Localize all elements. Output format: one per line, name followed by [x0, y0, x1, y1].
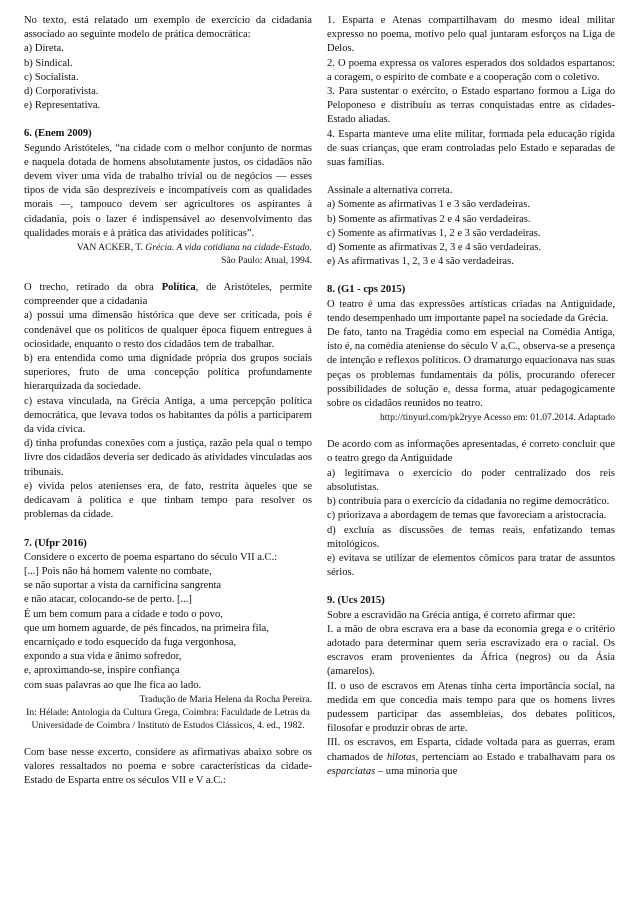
- question-6-title: 6. (Enem 2009): [24, 128, 92, 140]
- source-author: VAN ACKER, T.: [76, 242, 143, 254]
- item-3-text-end: – uma minoria que: [375, 765, 458, 777]
- stem-text-end: , de Aristóteles, permite compreender que a cidadania: [24, 282, 312, 308]
- statement-3: 3. Para sustentar o exército, o Estado espartano formou a Liga do Peloponeso e distribuiu as terras conquistadas entre as cidades-Estado aliadas.: [327, 86, 615, 126]
- question-7-option-c: c) Somente as afirmativas 1, 2 e 3 são verdadeiras.: [327, 227, 541, 239]
- source-title: Grécia. A vida cotidiana na cidade-Estado.: [145, 242, 312, 254]
- question-6-source-line-1: [24, 241, 312, 254]
- poem-line: que um homem aguarde, de pés fincados, na primeira fila,: [24, 622, 269, 634]
- intro-question-text: No texto, está relatado um exemplo de exercício da cidadania associado ao seguinte modelo de prática democrática:: [24, 15, 312, 41]
- question-7-title: 7. (Ufpr 2016): [24, 537, 87, 549]
- right-column: [327, 14, 615, 779]
- question-8-option-e: e) evitava se utilizar de elementos cômicos para tratar de assuntos sérios.: [327, 552, 615, 579]
- question-7-prompt: Com base nesse excerto, considere as afirmativas abaixo sobre os valores ressaltados no poema e sobre características da cidade-Estado de Esparta entre os séculos VII e V a.C.:: [24, 746, 312, 787]
- item-3-text: III. os escravos, em Esparta, cidade voltada para as guerras, eram chamados de: [327, 737, 615, 763]
- stem-text: O trecho, retirado da obra: [24, 282, 154, 294]
- poem-credit-translation: Tradução de Maria Helena da Rocha Pereira.: [139, 693, 312, 705]
- question-8-question: De acordo com as informações apresentadas, é correto concluir que o teatro grego da Antiguidade: [327, 439, 615, 465]
- question-6-option-e: e) vivida pelos atenienses era, de fato, restrita àqueles que se dedicavam à política e que tinham tempo para resolver os problemas da cidade.: [24, 480, 312, 521]
- option-d: d) Corporativista.: [24, 86, 99, 98]
- question-6-stem: [24, 281, 312, 309]
- question-9-title: 9. (Ucs 2015): [327, 595, 385, 607]
- question-7-instruction: Assinale a alternativa correta.: [327, 185, 453, 197]
- statement-4: 4. Esparta manteve uma elite militar, formada pela educação rígida de suas crianças, que eram controladas pelo Estado e separadas de suas famílias.: [327, 128, 615, 169]
- left-column: [24, 14, 312, 788]
- option-e: e) Representativa.: [24, 100, 101, 112]
- poem-line: encarniçado e todo esquecido da fuga vergonhosa,: [24, 636, 237, 648]
- option-b: b) Sindical.: [24, 57, 73, 69]
- statement-1: 1. Esparta e Atenas compartilhavam do mesmo ideal militar expresso no poema, motivo pelo qual juntaram esforços na Liga de Delos.: [327, 15, 615, 55]
- question-8-title: 8. (G1 - cps 2015): [327, 284, 406, 296]
- question-7-stem: Considere o excerto de poema espartano do século VII a.C.:: [24, 551, 278, 563]
- question-8-option-c: c) priorizava a abordagem de temas que favoreciam a aristocracia.: [327, 510, 607, 522]
- question-9-item-3: [327, 736, 615, 779]
- question-6-option-d: d) tinha profundas conexões com a justiça, razão pela qual o tempo livre dos cidadãos deveria ser dedicado às atividades vinculadas aos tribunais.: [24, 438, 312, 478]
- question-6-source-line-2: São Paulo: Atual, 1994.: [221, 255, 312, 267]
- question-9-stem: Sobre a escravidão na Grécia antiga, é correto afirmar que:: [327, 609, 576, 621]
- option-c: c) Socialista.: [24, 71, 79, 83]
- item-3-term-hilotas: hilotas: [386, 751, 416, 763]
- question-6-option-c: c) estava vinculada, na Grécia Antiga, a uma percepção política democrática, que levava todos os habitantes da pólis a participarem da vida cívica.: [24, 395, 312, 436]
- item-3-term-esparciatas: esparciatas: [327, 765, 376, 777]
- poem-line: e, aproximando-se, inspire confiança: [24, 665, 180, 677]
- poem-line: expondo a sua vida e ânimo sofredor,: [24, 651, 182, 663]
- question-8-text-2: De fato, tanto na Tragédia como em especial na Comédia Antiga, isto é, na comédia ateniense do século V a.C., observa-se a presença de intenção e reflexos políticos. O dramaturgo equacionava nas suas peças os problemas fundamentais da pólis, procurando oferecer possibilidades de solução e, dessa forma, atuar pedagogicamente sobre os cidadãos reunidos no teatro.: [327, 327, 615, 410]
- question-8-source: http://tinyurl.com/pk2ryye Acesso em: 01.07.2014. Adaptado: [379, 412, 615, 424]
- stem-bold-work: Política: [161, 282, 196, 294]
- question-7-option-d: d) Somente as afirmativas 2, 3 e 4 são verdadeiras.: [327, 242, 542, 254]
- question-7-option-a: a) Somente as afirmativas 1 e 3 são verdadeiras.: [327, 199, 530, 211]
- question-6-option-b: b) era entendida como uma dignidade própria dos grupos sociais superiores, fruto de uma concepção política profundamente hierarquizada da sociedade.: [24, 353, 312, 393]
- statement-2: 2. O poema expressa os valores esperados dos soldados espartanos: a coragem, o espírito de combate e a cooperação com o coletivo.: [327, 57, 615, 83]
- option-a: a) Direta.: [24, 43, 64, 55]
- poem-credit-source: In: Hélade: Antologia da Cultura Grega, Coimbra: Faculdade de Letras da Universidade de Coimbra / Instituto de Estudos Clássicos, 4. ed., 1982.: [26, 706, 310, 731]
- question-6-option-a: a) possui uma dimensão histórica que deve ser criticada, pois é condenável que os políticos de qualquer época fiquem entregues à ociosidade, enquanto o resto dos cidadãos tem de trabalhar.: [24, 310, 312, 350]
- poem-line: se não suportar a vista da carnificina sangrenta: [24, 580, 222, 592]
- question-6-quote: Segundo Aristóteles, “na cidade com o melhor conjunto de normas e naquela dotada de homens absolutamente justos, os cidadãos não devem viver uma vida de trabalho trivial ou de negócios — esses tipos de vida são desprezíveis e incompatíveis com as qualidades morais —, tampouco devem ser agricultores os aspirantes à cidadania, pois o lazer é indispensável ao desenvolvimento das qualidades morais e à prática das atividades políticas”.: [24, 142, 312, 239]
- poem-line: É um bem comum para a cidade e todo o povo,: [24, 608, 223, 620]
- poem-line: e não atacar, colocando-se de perto. [...]: [24, 594, 192, 606]
- poem-line: com suas palavras ao que lhe fica ao lado.: [24, 679, 202, 691]
- item-3-text-mid: , pertenciam ao Estado e trabalhavam para os: [415, 751, 615, 763]
- question-9-item-1: I. a mão de obra escrava era a base da economia grega e o critério adotado para determinar quem seria escravizado era o racial. Os escravos eram provenientes da África (negros) ou da Ásia (amarelos).: [327, 623, 615, 678]
- poem-line: [...] Pois não há homem valente no combate,: [24, 565, 212, 577]
- question-9-item-2: II. o uso de escravos em Atenas tinha certa importância social, na medida em que concedia mais tempo para que os homens livres pudessem participar das assembleias, dos debates políticos, filosofar e produzir obras de arte.: [327, 680, 615, 735]
- question-8-option-b: b) contribuía para o exercício da cidadania no regime democrático.: [327, 496, 610, 508]
- question-7-option-b: b) Somente as afirmativas 2 e 4 são verdadeiras.: [327, 213, 531, 225]
- question-8-option-d: d) excluía as discussões de temas reais, enfatizando temas mitológicos.: [327, 524, 615, 550]
- question-8-option-a: a) legitimava o exercício do poder centralizado dos reis absolutistas.: [327, 467, 615, 493]
- question-7-option-e: e) As afirmativas 1, 2, 3 e 4 são verdadeiras.: [327, 256, 514, 268]
- question-8-text-1: O teatro é uma das expressões artísticas criadas na Antiguidade, tendo desempenhado um importante papel na sociedade da Grécia.: [327, 298, 615, 324]
